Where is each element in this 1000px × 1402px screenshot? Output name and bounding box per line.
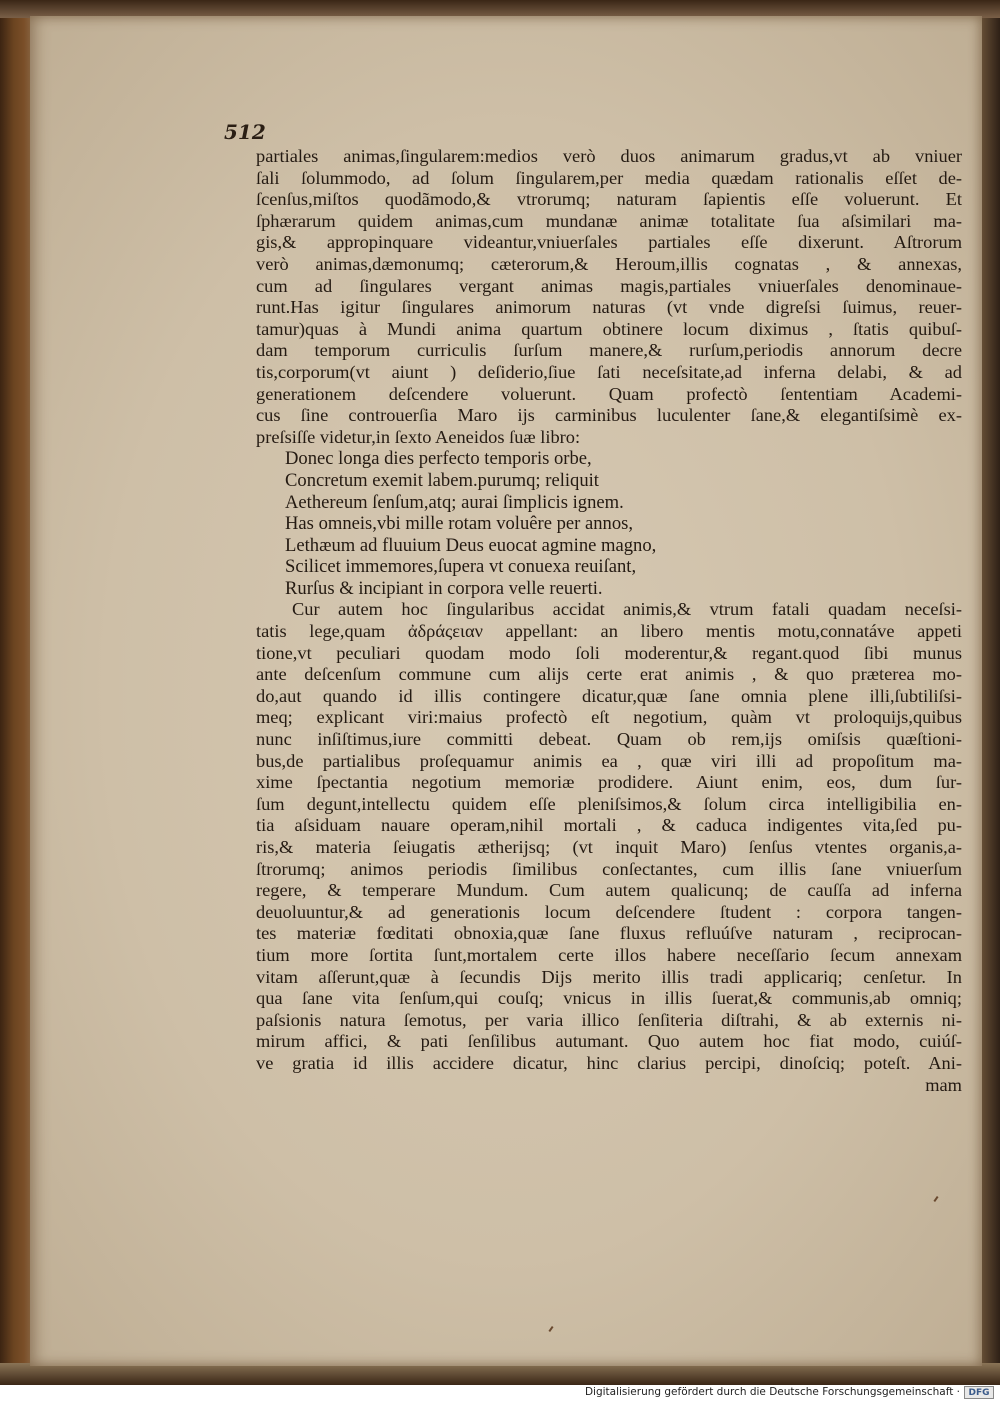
- text-line: ſcenſus,miſtos quodãmodo,& vtrorumq; naturam ſapientis eſſe voluerunt. Et: [256, 189, 962, 210]
- footer-bar: [0, 1385, 1000, 1402]
- text-line: cus ſine controuerſia Maro ijs carminibus luculenter ſane,& elegantiſsimè ex-: [256, 405, 962, 426]
- text-line: ſtrorumq; animos periodis ſimilibus conſectantes, cum illis ſane vniuerſum: [256, 858, 962, 879]
- verse-line: Scilicet immemores,ſupera vt conuexa reuiſant,: [285, 556, 637, 578]
- text-line: runt.Has igitur ſingulares animorum naturas (vt vnde digreſsi ſuimus, reuer-: [256, 297, 962, 318]
- dfg-logo: DFG: [964, 1386, 994, 1399]
- binding-bottom-edge: [0, 1363, 1000, 1385]
- verse-line: Donec longa dies perfecto temporis orbe,: [285, 448, 592, 470]
- body-text: [256, 146, 962, 1096]
- text-line: tium more ſortita ſunt,mortalem certe illos habere neceſſario ſecum annexam: [256, 944, 962, 965]
- text-line: verò animas,dæmonumq; cæterorum,& Heroum,illis cognatas , & annexas,: [256, 253, 962, 274]
- text-line: bus,de partialibus proſequamur animis ea , quæ viri illi ad propoſitum ma-: [256, 750, 962, 771]
- binding-left-edge: [0, 0, 34, 1385]
- text-line: tione,vt peculiari quodam modo ſoli moderentur,& regant.quod ſibi munus: [256, 642, 962, 663]
- verse-line: Aethereum ſenſum,atq; aurai ſimplicis ignem.: [285, 491, 624, 513]
- page-number: 512: [224, 120, 266, 144]
- text-line: ſali ſolummodo, ad ſolum ſingularem,per media quædam rationalis eſſet de-: [256, 167, 962, 188]
- text-line: gis,& appropinquare videantur,vniuerſales partiales eſſe dixerunt. Aſtrorum: [256, 232, 962, 253]
- text-line: regere, & temperare Mundum. Cum autem qualicunq; de cauſſa ad inferna: [256, 880, 962, 901]
- text-line: meq; explicant viri:maius profectò eſt negotium, quàm vt proloquijs,quibus: [256, 707, 962, 728]
- verse-line: Has omneis,vbi mille rotam voluêre per annos,: [285, 513, 634, 535]
- text-line: ſum degunt,intellectu quidem eſſe pleniſsimos,& ſolum circa intelligibilia en-: [256, 793, 962, 814]
- paper-speck: [933, 1196, 938, 1202]
- text-line: cum ad ſingulares vergant animas magis,partiales vniuerſales denominaue-: [256, 275, 962, 296]
- text-line: vitam aſſerunt,quæ à ſecundis Dijs merito illis tradi applicariq; cenſetur. In: [256, 966, 962, 987]
- text-line: dam temporum curriculis ſurſum manere,& rurſum,periodis annorum decre: [256, 340, 962, 361]
- verse-line: Lethæum ad fluuium Deus euocat agmine magno,: [285, 534, 657, 556]
- text-line: xime ſpectantia negotium memoriæ prodidere. Aiunt enim, eos, dum ſur-: [256, 772, 962, 793]
- text-line: tes materiæ fœditati obnoxia,quæ ſane fluxus refluúſve naturam , reciprocan-: [256, 923, 962, 944]
- text-line: Cur autem hoc ſingularibus accidat animis,& vtrum fatali quadam neceſsi-: [292, 599, 962, 620]
- text-line: tia aſsiduam nauare operam,nihil mortali , & caduca indigentes vita,ſed pu-: [256, 815, 962, 836]
- text-line: ve gratia id illis accidere dicatur, hinc clarius percipi, dinoſciq; poteſt. Ani-: [256, 1052, 962, 1073]
- text-line: ſphærarum quidem animas,cum mundanæ animæ totalitate ſua aſsimilari ma-: [256, 210, 962, 231]
- binding-right-edge: [980, 0, 1000, 1385]
- catchword: mam: [925, 1074, 962, 1095]
- text-line: do,aut quando id illis contingere dicatur,quæ ſane omnia plene illi,ſubtiliſsi-: [256, 685, 962, 706]
- text-line: tis,corporum(vt aiunt ) deſiderio,ſiue ſati neceſsitate,ad inferna delabi, & ad: [256, 361, 962, 382]
- text-line: deuoluuntur,& ad generationis locum deſcendere ſtudent : corpora tangen-: [256, 901, 962, 922]
- text-line: qua ſane vita ſenſum,qui couſq; vnicus in illis ſuerat,& communis,ab omniq;: [256, 988, 962, 1009]
- text-line: ante deſcenſum commune cum alijs certe erat animis , & quo præterea mo-: [256, 664, 962, 685]
- text-line: tamur)quas à Mundi anima quartum obtinere locum diximus , ſtatis quibuſ-: [256, 318, 962, 339]
- text-line: paſsionis natura ſemotus, per varia illico ſenſiteria diſtrahi, & ab externis ni-: [256, 1009, 962, 1030]
- text-line: preſsiſſe videtur,in ſexto Aeneidos ſuæ libro:: [256, 426, 581, 447]
- text-line: ris,& materia ſeiugatis ætherijsq; (vt inquit Maro) ſenſus vtentes organis,a-: [256, 837, 962, 857]
- verse-line: Concretum exemit labem.purumq; reliquit: [285, 469, 599, 491]
- paper-speck: [548, 1326, 553, 1332]
- funding-credit: Digitalisierung gefördert durch die Deutsche Forschungsgemeinschaft ·: [584, 1386, 960, 1398]
- text-line: nunc inſiſtimus,iure committi debeat. Quam ob rem,ijs omiſsis quæſtioni-: [256, 729, 962, 750]
- text-line: tatis lege,quam ἀδράςειαν appellant: an libero mentis motu,connatáve appeti: [256, 621, 962, 642]
- verse-line: Rurſus & incipiant in corpora velle reuerti.: [285, 577, 603, 599]
- text-line: partiales animas,ſingularem:medios verò duos animarum gradus,vt ab vniuer: [256, 146, 962, 166]
- text-line: mirum affici, & pati ſenſilibus autumant. Quo autem hoc fiat modo, cuiúſ-: [256, 1031, 962, 1052]
- text-line: generationem deſcendere voluerunt. Quam profectò ſententiam Academi-: [256, 383, 962, 404]
